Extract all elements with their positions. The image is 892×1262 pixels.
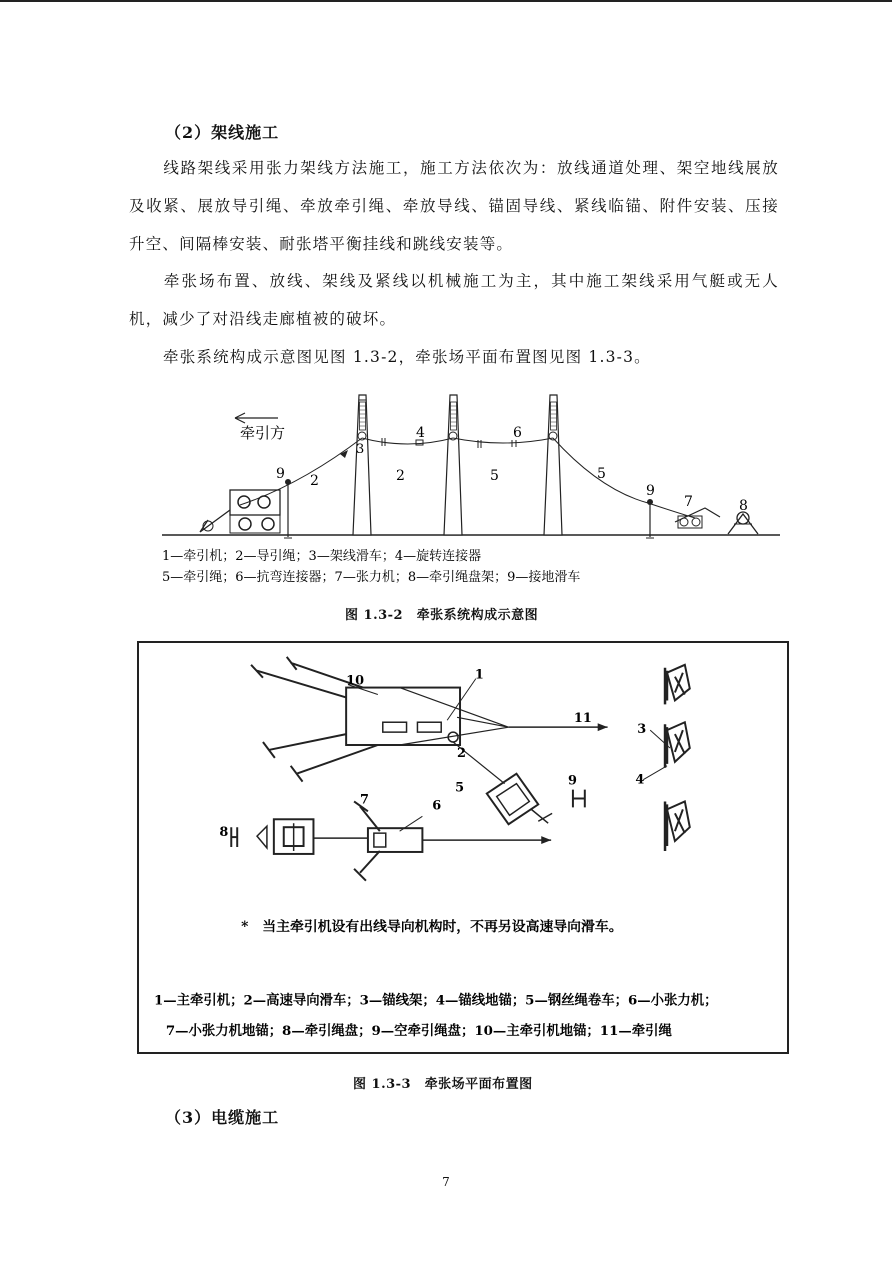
- pilot-rope-left: [240, 438, 365, 505]
- pulling-rope-arrow-icon: [598, 723, 608, 731]
- label-5-right: 5: [597, 466, 606, 482]
- section-heading: （2）架线施工: [165, 123, 280, 142]
- paragraph-1: [129, 149, 779, 263]
- label-5-mid: 5: [490, 468, 499, 484]
- label-3: 3: [637, 722, 647, 738]
- page-number: 7: [442, 1175, 450, 1189]
- tensioner-part: [374, 833, 386, 847]
- wire-rope-winder-icon: [453, 742, 552, 824]
- label-9: 9: [567, 773, 577, 789]
- label-6: 6: [432, 798, 442, 814]
- label-9-left: 9: [276, 466, 285, 482]
- tensioner-rope-arrow-icon: [541, 836, 551, 844]
- site-layout-figure: [137, 641, 789, 1054]
- paragraph-3: [129, 338, 779, 376]
- figure-2-caption: 图 1.3-3 牵张场平面布置图: [353, 1077, 533, 1092]
- pulling-rope-right: [553, 438, 695, 518]
- paragraph-3-text: 牵张系统构成示意图见图 1.3-2，牵张场平面布置图见图 1.3-3。: [163, 348, 651, 366]
- paragraph-2-text: 牵张场布置、放线、架线及紧线以机械施工为主，其中施工架线采用气艇或无人机，减少了对沿线走廊植被的破坏。: [129, 272, 779, 328]
- puller-anchor-1: [251, 665, 346, 698]
- tower-1: [353, 395, 371, 535]
- puller-anchor-4: [291, 745, 378, 782]
- pulling-system-diagram: [160, 390, 780, 595]
- label-10: 10: [346, 673, 365, 689]
- reel-stand-icon: [728, 512, 758, 534]
- joint-mark-3: [512, 440, 516, 447]
- label-9-right: 9: [646, 483, 655, 499]
- label-4: 4: [635, 772, 645, 788]
- label-11: 11: [573, 711, 592, 727]
- legend-line-1: 1—牵引机；2—导引绳；3—架线滑车；4—旋转连接器: [162, 549, 482, 564]
- empty-reel-icon: [573, 790, 585, 808]
- paragraph-1-text: 线路架线采用张力架线方法施工，施工方法依次为：放线通道处理、架空地线展放及收紧、展放导引绳、牵放牵引绳、牵放导线、锚固导线、紧线临锚、附件安装、压接升空、间隔棒安装、耐张塔平衡挂线和跳线安装等。: [129, 159, 779, 253]
- small-tensioner-icon: [368, 828, 422, 852]
- puller-part-2: [417, 722, 441, 732]
- legend-line-2: 5—牵引绳；6—抗弯连接器；7—张力机；8—牵引绳盘架；9—接地滑车: [162, 570, 581, 585]
- anchor-frame-top-icon: [665, 665, 690, 705]
- figure-2-legend-line-2: 7—小张力机地锚；8—牵引绳盘；9—空牵引绳盘；10—主牵引机地锚；11—牵引绳: [165, 1023, 672, 1040]
- label-8: 8: [739, 498, 748, 514]
- rope-span-2: [453, 438, 553, 443]
- anchor-frame-bottom-icon: [665, 801, 690, 851]
- tensioner-anchor-bottom: [354, 851, 380, 881]
- figure-2-legend-line-1: 1—主牵引机；2—高速导向滑车；3—锚线架；4—锚线地锚；5—钢丝绳卷车；6—小张力机；: [154, 992, 718, 1009]
- paragraph-2: [129, 262, 779, 338]
- figure-1-caption: 图 1.3-2 牵张系统构成示意图: [345, 608, 539, 623]
- puller-part-1: [383, 722, 407, 732]
- anchor-frame-mid-icon: [665, 722, 690, 768]
- next-section-heading: （3）电缆施工: [165, 1108, 280, 1127]
- tensioner-machine-icon: [675, 508, 720, 528]
- label-4: 4: [416, 425, 425, 441]
- joint-mark-2: [478, 440, 481, 448]
- label-2-left: 2: [310, 473, 319, 489]
- label-7: 7: [684, 494, 693, 510]
- direction-label: 牵引方: [240, 424, 286, 442]
- label-8: 8: [219, 825, 229, 841]
- label-7: 7: [360, 792, 369, 808]
- label-3: 3: [356, 442, 365, 457]
- label-6: 6: [513, 425, 522, 441]
- tower-3: [544, 395, 562, 535]
- tower-2: [444, 395, 462, 535]
- reel-frame-icon: [257, 819, 313, 854]
- puller-machine-icon: [200, 490, 280, 533]
- leader-4: [643, 766, 667, 780]
- main-puller-icon: [346, 688, 460, 745]
- label-2: 2: [457, 745, 467, 761]
- label-2-mid: 2: [396, 468, 405, 484]
- rope-span-1: [362, 438, 453, 444]
- page-top-rule: [0, 0, 892, 2]
- figure-2-note: * 当主牵引机设有出线导向机构时，不再另设高速导向滑车。: [241, 919, 623, 936]
- rope-reel-8-icon: [231, 827, 237, 847]
- label-5: 5: [455, 780, 465, 796]
- rope-converge: [400, 688, 509, 745]
- ground-pulley-left: [284, 479, 292, 538]
- site-layout-diagram: [139, 643, 787, 1052]
- label-1: 1: [474, 667, 484, 683]
- puller-anchor-3: [263, 734, 346, 758]
